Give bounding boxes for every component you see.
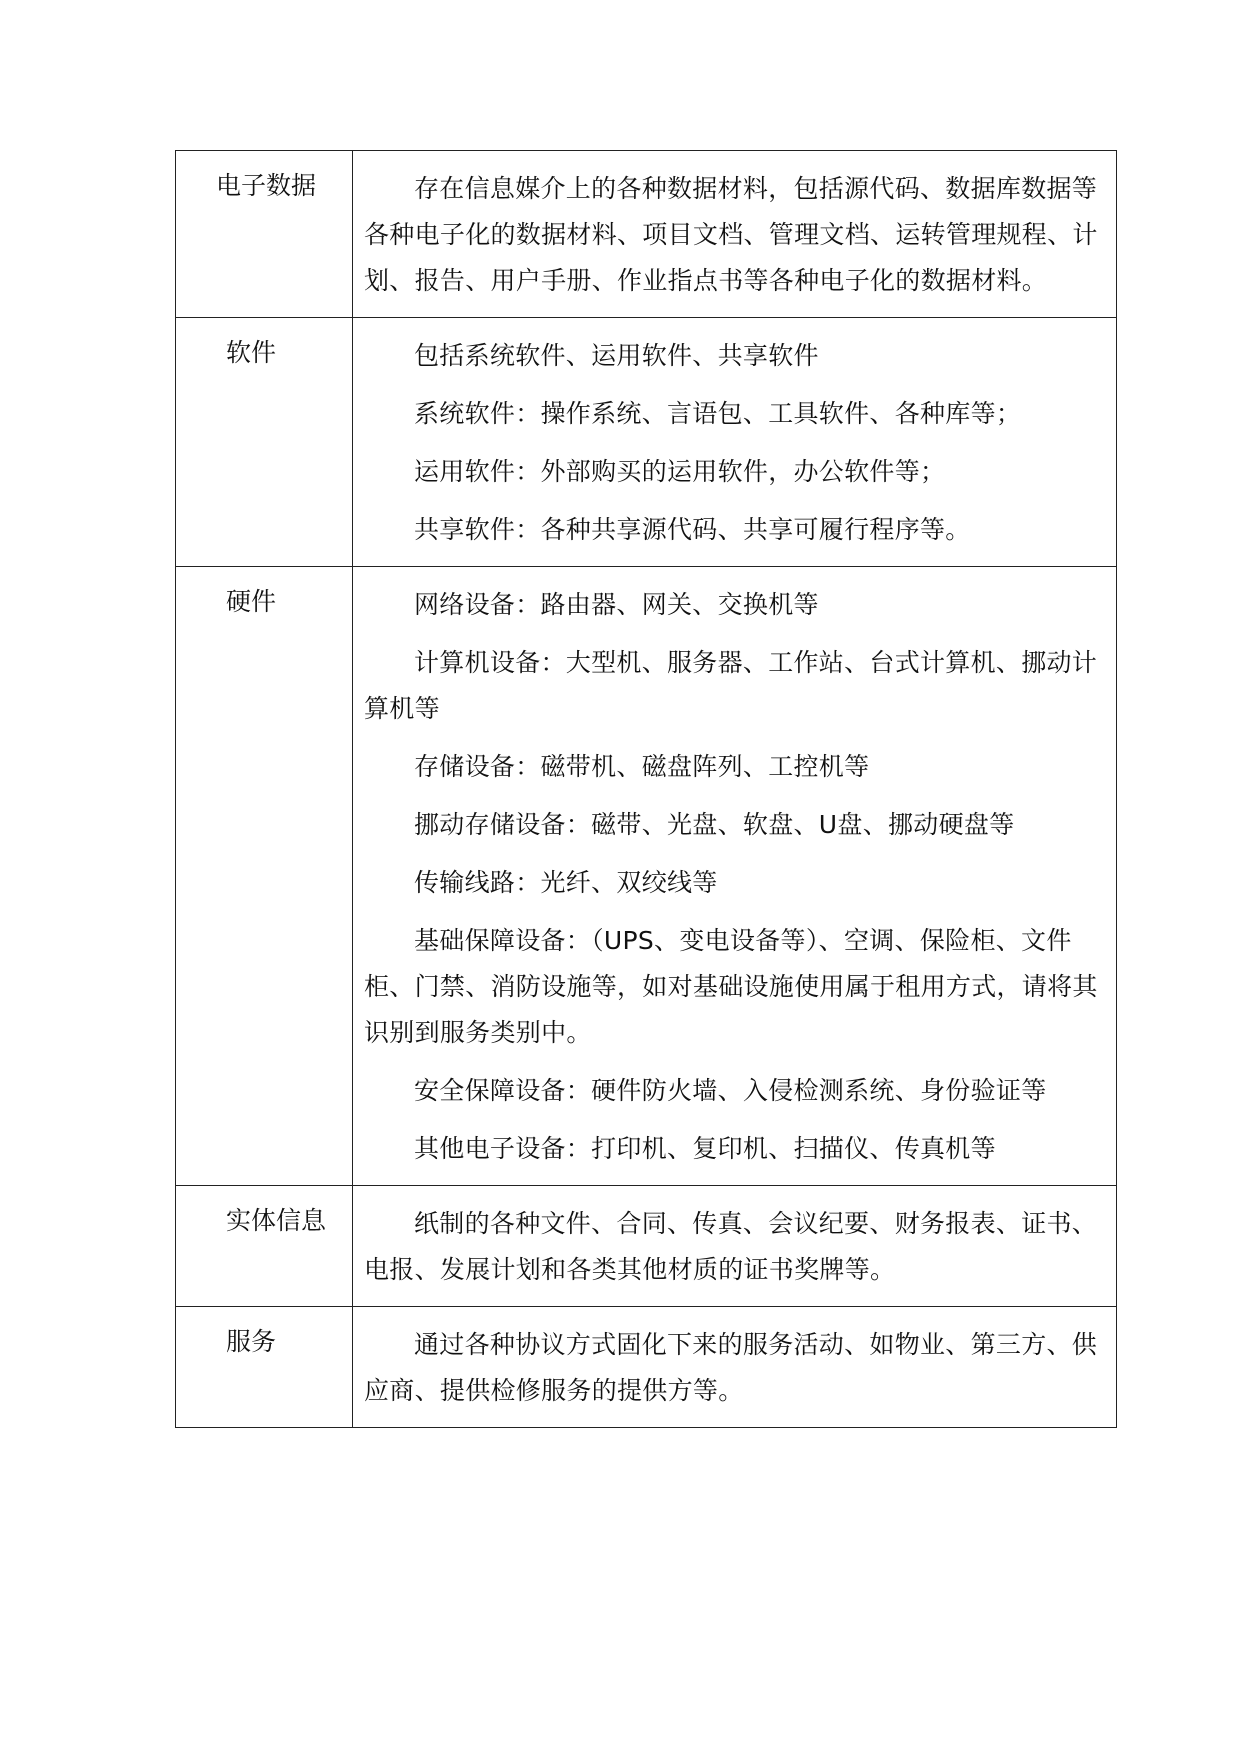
category-cell [176, 151, 353, 318]
description-paragraph: 运用软件：外部购买的运用软件，办公软件等； [414, 457, 946, 486]
description-paragraph: 其他电子设备：打印机、复印机、扫描仪、传真机等 [414, 1134, 996, 1163]
description-paragraph: 存储设备：磁带机、磁盘阵列、工控机等 [414, 752, 870, 781]
category-label-electronic-data: 电子数据 [216, 171, 317, 200]
description-cell [353, 318, 1117, 567]
description-paragraph: 基础保障设备：（UPS、变电设备等）、空调、保险柜、文件柜、门禁、消防设施等，如对基础设施使用属于租用方式，请将其识别到服务类别中。 [364, 926, 1098, 1047]
category-label-services: 服务 [226, 1327, 277, 1356]
table-row [176, 1307, 1117, 1428]
description-cell [353, 151, 1117, 318]
category-cell [176, 318, 353, 567]
table-row [176, 151, 1117, 318]
description-paragraph: 存在信息媒介上的各种数据材料，包括源代码、数据库数据等各种电子化的数据材料、项目文档、管理文档、运转管理规程、计划、报告、用户手册、作业指点书等各种电子化的数据材料。 [364, 174, 1098, 295]
description-paragraph: 挪动存储设备：磁带、光盘、软盘、U盘、挪动硬盘等 [414, 810, 1015, 839]
category-label-physical-info: 实体信息 [226, 1206, 327, 1235]
table-row [176, 567, 1117, 1186]
category-label-software: 软件 [226, 338, 277, 367]
description-paragraph: 共享软件：各种共享源代码、共享可履行程序等。 [414, 515, 971, 544]
description-paragraph: 计算机设备：大型机、服务器、工作站、台式计算机、挪动计算机等 [364, 648, 1098, 723]
description-paragraph: 纸制的各种文件、合同、传真、会议纪要、财务报表、证书、电报、发展计划和各类其他材质的证书奖牌等。 [364, 1209, 1098, 1284]
description-paragraph: 传输线路：光纤、双绞线等 [414, 868, 718, 897]
description-cell [353, 1307, 1117, 1428]
category-label-hardware: 硬件 [226, 587, 277, 616]
description-paragraph: 包括系统软件、运用软件、共享软件 [414, 341, 819, 370]
description-paragraph: 网络设备：路由器、网关、交换机等 [414, 590, 819, 619]
table-row [176, 318, 1117, 567]
description-paragraph: 通过各种协议方式固化下来的服务活动、如物业、第三方、供应商、提供检修服务的提供方等。 [364, 1330, 1098, 1405]
table-row [176, 1186, 1117, 1307]
asset-category-table [175, 150, 1117, 1428]
description-cell [353, 567, 1117, 1186]
category-cell [176, 567, 353, 1186]
category-cell [176, 1307, 353, 1428]
description-paragraph: 系统软件：操作系统、言语包、工具软件、各种库等； [414, 399, 1022, 428]
description-cell [353, 1186, 1117, 1307]
description-paragraph: 安全保障设备：硬件防火墙、入侵检测系统、身份验证等 [414, 1076, 1047, 1105]
category-cell [176, 1186, 353, 1307]
